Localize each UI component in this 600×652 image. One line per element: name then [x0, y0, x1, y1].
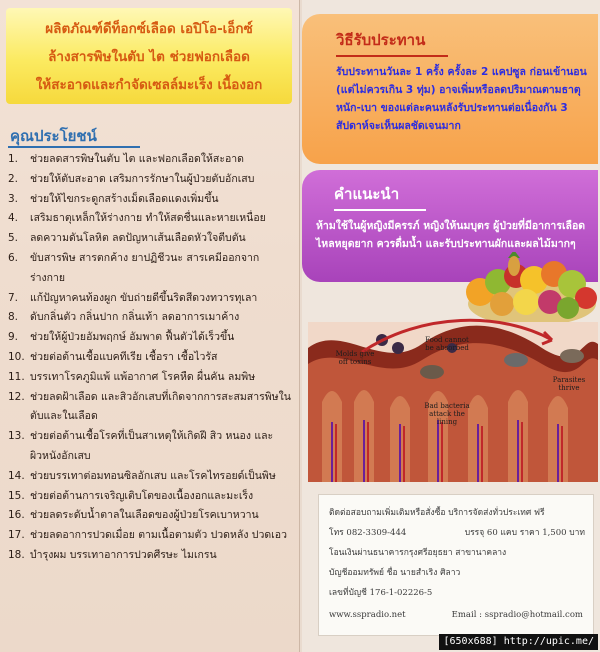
benefits-heading: คุณประโยชน์ — [10, 127, 97, 145]
benefit-item — [8, 289, 294, 309]
benefit-text: ช่วยให้ไขกระดูกสร้างเม็ดเลือดแดงเพิ่มขึ้น — [30, 192, 219, 205]
intestine-illustration — [302, 252, 600, 482]
benefit-text: ช่วยให้ผู้ป่วยอัมพฤกษ์ อัมพาต ฟื้นตัวได้เร็วขึ้น — [30, 331, 235, 344]
benefit-item — [8, 546, 294, 566]
parasites-label: Parasites thrive — [552, 376, 586, 392]
benefit-text: บำรุงผม บรรเทาอาการปวดศีรษะ ไมเกรน — [30, 548, 217, 561]
fruit-pile-image — [466, 252, 597, 326]
benefits-heading-underline — [8, 146, 140, 148]
contact-package-price: บรรจุ 60 แคบ ราคา 1,500 บาท — [464, 528, 585, 538]
benefit-text: แก้ปัญหาคนท้องผูก ขับถ่ายดีขึ้นริดสีดวงทวารทุเลา — [30, 291, 258, 304]
bacteria-label: Bad bacteria attack the lining — [424, 402, 470, 426]
benefit-number: 8. — [8, 311, 19, 324]
benefit-text: บรรเทาโรคภูมิแพ้ แพ้อากาศ โรคหืด ผื่นคัน ลมพิษ — [30, 370, 256, 383]
benefit-number: 11. — [8, 370, 25, 383]
contact-box — [318, 494, 594, 636]
benefit-text: ช่วยลดสารพิษในตับ ไต และฟอกเลือดให้สะอาด — [30, 153, 244, 165]
contact-email[interactable]: Email : sspradio@hotmail.com — [451, 610, 583, 620]
benefit-number: 13. — [8, 430, 25, 443]
benefit-item — [8, 526, 294, 546]
upic-watermark: [650x688] http://upic.me/ — [439, 634, 598, 650]
benefit-number: 1. — [8, 153, 19, 165]
benefit-number: 15. — [8, 489, 25, 502]
benefit-number: 4. — [8, 212, 19, 225]
product-banner — [6, 8, 292, 104]
banner-line-2: ล้างสารพิษในตับ ไต ช่วยฟอกเลือด — [48, 49, 250, 65]
benefit-item — [8, 170, 294, 190]
benefit-text: ช่วยลดระดับน้ำตาลในเลือดของผู้ป่วยโรคเบาหวาน — [30, 509, 259, 522]
contact-bank: โอนเงินผ่านธนาคารกรุงศรีอยุธยา สาขานาคลาง — [329, 548, 507, 558]
benefit-number: 17. — [8, 529, 25, 542]
benefit-text: ดับกลิ่นตัว กลิ่นปาก กลิ่นเท้า ลดอาการเมาค้าง — [30, 311, 240, 324]
benefit-text: ช่วยบรรเทาต่อมทอนซิลอักเสบ และโรคไทรอยด์เป็นพิษ — [30, 469, 276, 482]
benefit-item — [8, 388, 294, 428]
contact-phone-row — [329, 523, 585, 543]
usage-heading: วิธีรับประทาน — [336, 31, 426, 49]
banner-line-1: ผลิตภัณฑ์ดีท็อกซ์เลือด เอปิโอ-เอ็กซ์ — [45, 21, 253, 37]
contact-account-number: เลขที่บัญชี 176-1-02226-5 — [329, 588, 433, 598]
benefit-item — [8, 328, 294, 348]
benefit-text: ช่วยต่อต้านการเจริญเติบโตของเนื้องอกและมะเร็ง — [30, 489, 254, 502]
usage-text: รับประทานวันละ 1 ครั้ง ครั้งละ 2 แคปซูล ก่อนเข้านอน (แต่ไม่ควรเกิน 3 ทุ่ม) อาจเพิ่มหรือลดปริมาณตามธาตุหนัก-เบา ของแต่ละคนหลังรับประทานต่อเนื่องกัน 3 สัปดาห์จะเห็นผลชัดเจนมาก — [336, 66, 587, 132]
benefit-text: เสริมธาตุเหล็กให้ร่างกาย ทำให้สดชื่นและหายเหนื่อย — [30, 212, 266, 225]
benefit-item — [8, 229, 294, 249]
benefit-number: 3. — [8, 192, 19, 205]
contact-account-name: บัญชีออมทรัพย์ ชื่อ นายสำเริง ศิลาว — [329, 568, 461, 578]
benefit-number: 10. — [8, 350, 25, 363]
benefit-text: ช่วยให้ตับสะอาด เสริมการรักษาในผู้ป่วยตับอักเสบ — [30, 172, 255, 185]
benefit-number: 5. — [8, 232, 19, 245]
benefit-item — [8, 506, 294, 526]
benefit-number: 12. — [8, 390, 25, 403]
intestine-drawing — [302, 252, 600, 482]
benefit-text: ขับสารพิษ สารตกค้าง ยาปฏิชีวนะ สารเคมีออกจากร่างกาย — [30, 251, 260, 284]
contact-website[interactable]: www.sspradio.net — [329, 610, 406, 620]
contact-intro: ติดต่อสอบถามเพิ่มเติมหรือสั่งซื้อ บริการจัดส่งทั่วประเทศ ฟรี — [329, 508, 545, 518]
benefit-number: 18. — [8, 548, 25, 561]
benefit-number: 16. — [8, 509, 25, 522]
benefit-item — [8, 467, 294, 487]
benefit-item — [8, 249, 294, 289]
benefit-item — [8, 190, 294, 210]
benefit-text: ช่วยต่อต้านเชื้อโรคที่เป็นสาเหตุให้เกิดฝี สิว หนอง และผิวหนังอักเสบ — [30, 430, 274, 462]
benefits-list — [8, 150, 294, 566]
food-label: Food cannot be absorbed — [425, 336, 469, 352]
benefit-number: 14. — [8, 469, 25, 482]
usage-section — [302, 14, 598, 164]
molds-label: Molds give off toxins — [335, 350, 375, 366]
benefit-text: ช่วยต่อต้านเชื้อแบคทีเรีย เชื้อรา เชื้อไวรัส — [30, 350, 218, 363]
banner-line-3: ให้สะอาดและกำจัดเซลล์มะเร็ง เนื้องอก — [35, 77, 263, 93]
benefit-item — [8, 348, 294, 368]
right-panel — [302, 0, 600, 652]
benefit-item — [8, 150, 294, 170]
benefit-item — [8, 427, 294, 467]
benefit-item — [8, 368, 294, 388]
benefit-item — [8, 209, 294, 229]
benefit-text: ช่วยลดอาการปวดเมื่อย ตามเนื้อตามตัว ปวดหลัง ปวดเอว — [30, 529, 287, 542]
benefit-number: 6. — [8, 251, 19, 264]
benefit-text: ลดความดันโลหิต ลดปัญหาเส้นเลือดหัวใจตีบตัน — [30, 232, 246, 245]
benefit-number: 7. — [8, 291, 19, 304]
benefit-item — [8, 487, 294, 507]
benefit-number: 9. — [8, 331, 19, 344]
benefit-text: ช่วยลดฝ้าเลือด และสิวอักเสบที่เกิดจากการสะสมสารพิษในตับและในเลือด — [30, 390, 291, 423]
usage-heading-underline — [336, 55, 448, 57]
advice-heading: คำแนะนำ — [334, 185, 400, 203]
benefit-item — [8, 308, 294, 328]
contact-phone: โทร 082-3309-444 — [329, 528, 407, 538]
advice-text: ห้ามใช้ในผู้หญิงมีครรภ์ หญิงให้นมบุตร ผู้ป่วยที่มีอาการเลือดไหลหยุดยาก ควรดื่มน้ำ และรับประทานผักและผลไม้มากๆ — [316, 220, 586, 250]
benefit-number: 2. — [8, 172, 19, 185]
advice-heading-underline — [334, 209, 426, 211]
